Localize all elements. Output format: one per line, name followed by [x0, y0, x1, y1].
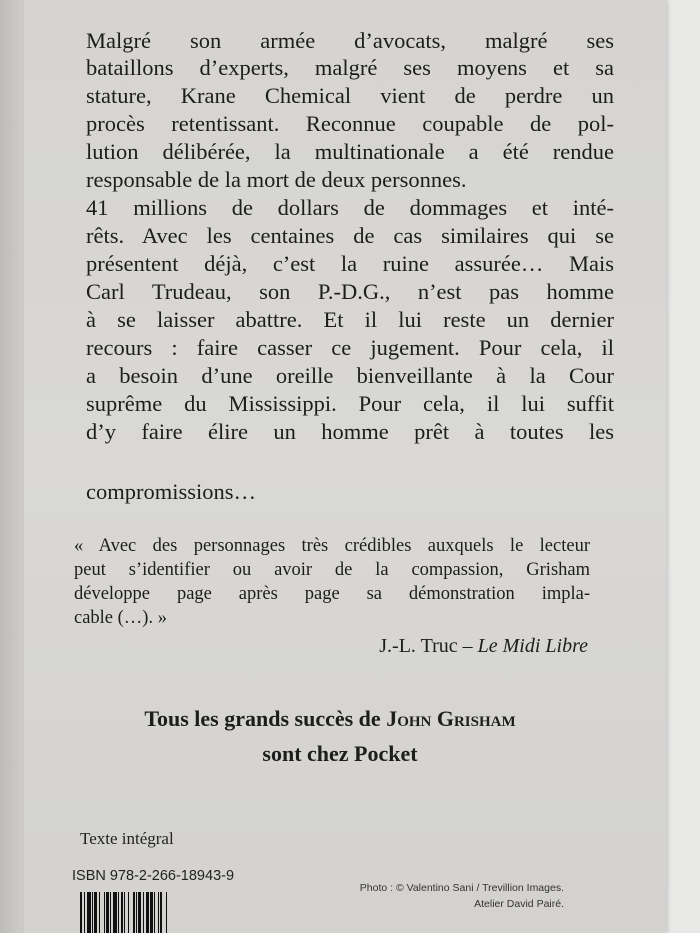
synopsis-line: 41 millions de dollars de dommages et inté-: [86, 195, 614, 220]
synopsis-line: stature, Krane Chemical vient de perdre un: [86, 83, 614, 108]
atelier-credit: Atelier David Pairé.: [474, 898, 564, 910]
quote-line: développe page après page sa démonstration impla-: [74, 584, 590, 604]
barcode: [80, 892, 238, 933]
tagline-line-2: sont chez Pocket: [262, 741, 418, 766]
isbn: ISBN 978-2-266-18943-9: [72, 868, 235, 884]
synopsis-line: a besoin d’une oreille bienveillante à la Cour: [86, 363, 614, 388]
author-name: John Grisham: [386, 706, 516, 731]
synopsis-line: d’y faire élire un homme prêt à toutes les: [86, 419, 614, 444]
synopsis-line: rêts. Avec les centaines de cas similaires qui se: [86, 223, 614, 248]
synopsis-line: bataillons d’experts, malgré ses moyens et sa: [86, 55, 614, 80]
tagline-line-1: [0, 706, 680, 732]
synopsis-line: Carl Trudeau, son P.-D.G., n’est pas homme: [86, 279, 614, 304]
quote-attribution: [379, 635, 588, 658]
quote-author: J.-L. Truc –: [379, 635, 478, 657]
synopsis-line: compromissions…: [86, 479, 257, 504]
synopsis-line: Malgré son armée d’avocats, malgré ses: [86, 28, 614, 53]
texte-integral-label: Texte intégral: [80, 829, 174, 848]
synopsis-line: recours : faire casser ce jugement. Pour cela, il: [86, 335, 614, 360]
quote-line: peut s’identifier ou avoir de la compassion, Grisham: [74, 560, 590, 580]
barcode-bar: [167, 892, 168, 933]
synopsis-line: présentent déjà, c’est la ruine assurée… Mais: [86, 251, 614, 276]
quote-line: « Avec des personnages très crédibles auxquels le lecteur: [74, 536, 590, 556]
tagline-prefix: Tous les grands succès de: [144, 706, 387, 731]
photo-credit: Photo : © Valentino Sani / Trevillion Images.: [359, 882, 564, 894]
quote-source: Le Midi Libre: [477, 635, 588, 657]
quote-line: cable (…). »: [74, 608, 167, 628]
synopsis-line: à se laisser abattre. Et il lui reste un dernier: [86, 307, 614, 332]
synopsis-line: responsable de la mort de deux personnes.: [86, 167, 467, 192]
synopsis-line: suprême du Mississippi. Pour cela, il lui suffit: [86, 391, 614, 416]
synopsis-line: lution délibérée, la multinationale a été rendue: [86, 139, 614, 164]
background-left: [0, 0, 26, 933]
synopsis-line: procès retentissant. Reconnue coupable de pol-: [86, 111, 614, 136]
